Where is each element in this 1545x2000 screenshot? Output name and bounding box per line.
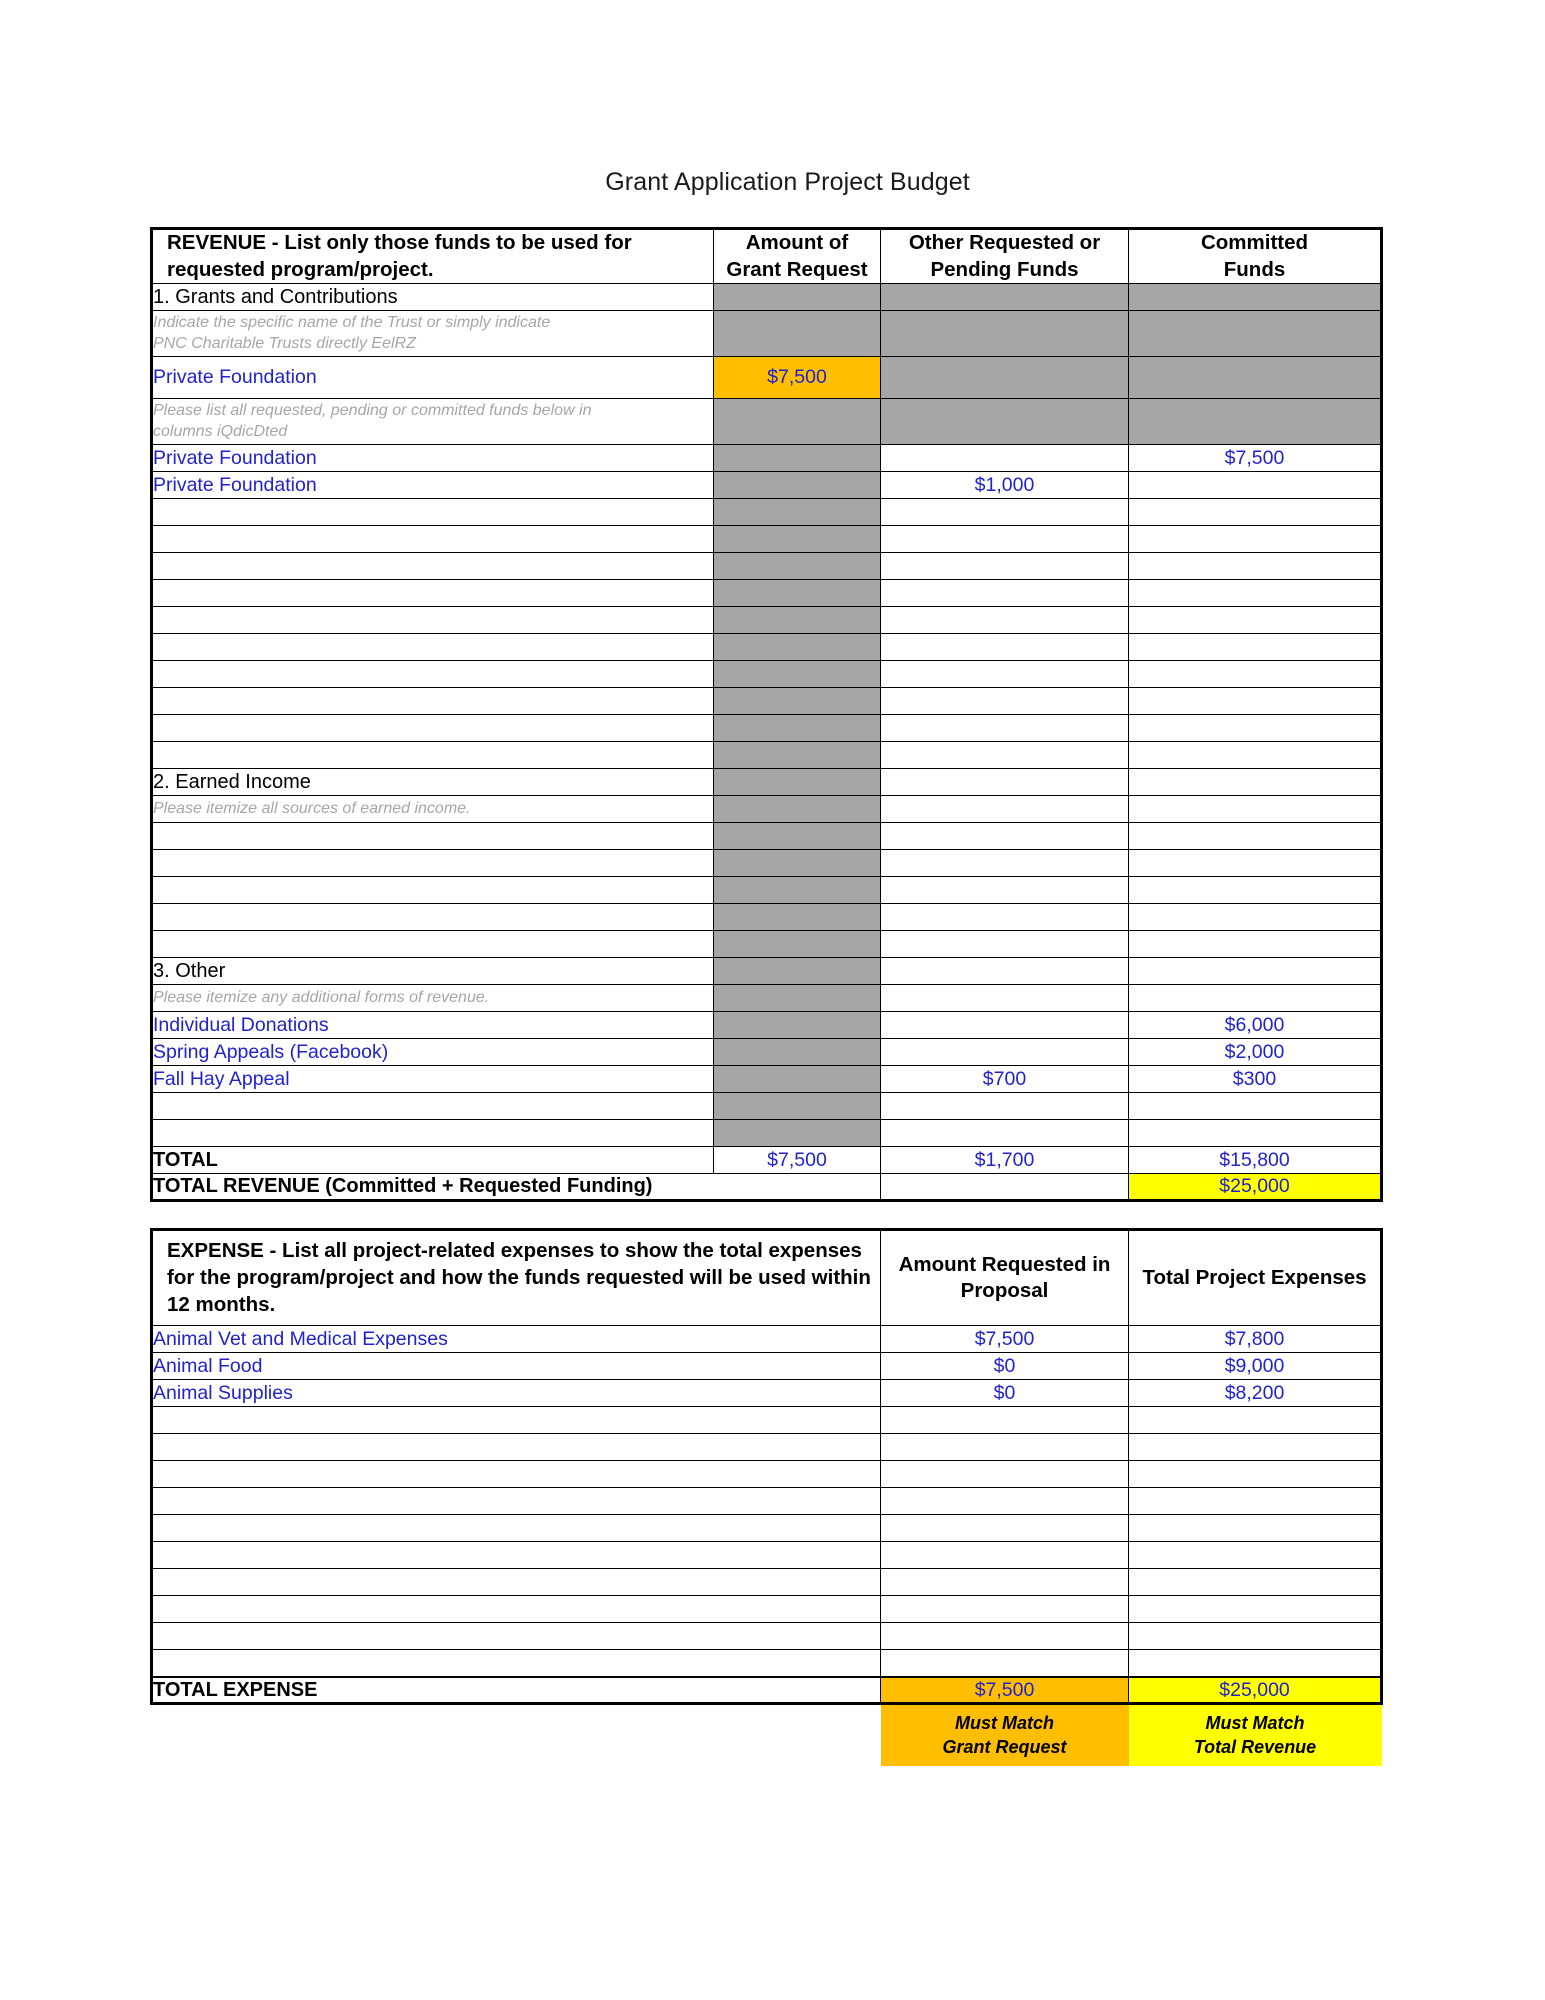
expense-item-name[interactable]	[152, 1650, 881, 1677]
revenue-item-pending[interactable]	[881, 715, 1129, 742]
committed-label-line1: Committed	[1200, 231, 1309, 254]
section-1-label-row	[152, 284, 1382, 311]
revenue-item-amount	[714, 1093, 881, 1120]
expense-item-requested[interactable]	[881, 1596, 1129, 1623]
expense-item-total[interactable]: $7,800	[1129, 1326, 1382, 1353]
section-3-instruction-committed	[1129, 985, 1382, 1012]
revenue-item-name[interactable]	[152, 904, 714, 931]
revenue-item-pending	[881, 357, 1129, 399]
revenue-item-amount	[714, 1039, 881, 1066]
expense-item-total[interactable]	[1129, 1488, 1382, 1515]
revenue-total-row	[152, 1147, 1382, 1174]
revenue-item-committed[interactable]	[1129, 553, 1382, 580]
section-1-label: 1. Grants and Contributions	[152, 284, 714, 311]
pending-label-line1: Other Requested or	[908, 231, 1101, 254]
instruction-line-1: Indicate the specific name of the Trust or simply indicate	[153, 314, 551, 332]
table-row[interactable]	[152, 1623, 1382, 1650]
section-2-amount-cell	[714, 769, 881, 796]
expense-item-requested[interactable]	[881, 1434, 1129, 1461]
section-3-amount-cell	[714, 958, 881, 985]
expense-item-total[interactable]	[1129, 1515, 1382, 1542]
pending-label-line2: Pending Funds	[930, 257, 1079, 281]
footnote-requested	[881, 1704, 1129, 1766]
expense-item-requested[interactable]	[881, 1407, 1129, 1434]
revenue-total-pending: $1,700	[881, 1147, 1129, 1174]
revenue-item-amount	[714, 1120, 881, 1147]
revenue-item-name[interactable]: Spring Appeals (Facebook)	[152, 1039, 714, 1066]
revenue-total-amount: $7,500	[714, 1147, 881, 1174]
revenue-item-name[interactable]	[152, 634, 714, 661]
revenue-item-pending[interactable]: $1,000	[881, 472, 1129, 499]
expense-item-total[interactable]: $9,000	[1129, 1353, 1382, 1380]
revenue-header-committed-funds	[1129, 229, 1382, 284]
revenue-item-pending[interactable]	[881, 877, 1129, 904]
section-3-pending-cell	[881, 958, 1129, 985]
revenue-item-pending[interactable]	[881, 931, 1129, 958]
revenue-item-pending[interactable]	[881, 499, 1129, 526]
table-row[interactable]	[152, 607, 1382, 634]
expense-item-total[interactable]	[1129, 1407, 1382, 1434]
table-row[interactable]	[152, 499, 1382, 526]
instruction2-line-1: Please list all requested, pending or committed funds below in	[153, 402, 592, 420]
table-row[interactable]	[152, 1407, 1382, 1434]
revenue-item-committed[interactable]	[1129, 931, 1382, 958]
instruction-pending-cell	[881, 311, 1129, 357]
revenue-table-wrapper	[150, 227, 1395, 1766]
revenue-item-name[interactable]	[152, 499, 714, 526]
expense-item-requested[interactable]	[881, 1650, 1129, 1677]
expense-item-requested[interactable]	[881, 1461, 1129, 1488]
instruction-committed-cell	[1129, 311, 1382, 357]
table-row[interactable]	[152, 1515, 1382, 1542]
table-row[interactable]	[152, 904, 1382, 931]
table-row[interactable]	[152, 1461, 1382, 1488]
table-row[interactable]	[152, 1039, 1382, 1066]
section-1-instruction	[152, 311, 714, 357]
revenue-item-amount	[714, 472, 881, 499]
revenue-item-amount	[714, 445, 881, 472]
table-row[interactable]	[152, 715, 1382, 742]
expense-item-name[interactable]: Animal Food	[152, 1353, 881, 1380]
expense-item-name[interactable]: Animal Supplies	[152, 1380, 881, 1407]
table-row[interactable]	[152, 472, 1382, 499]
expense-item-requested[interactable]: $0	[881, 1380, 1129, 1407]
expense-item-name[interactable]	[152, 1515, 881, 1542]
revenue-item-name[interactable]	[152, 526, 714, 553]
revenue-item-pending[interactable]	[881, 661, 1129, 688]
revenue-item-amount	[714, 1012, 881, 1039]
footnote-requested-line1: Must Match	[955, 1713, 1055, 1734]
section-1-pending-cell	[881, 284, 1129, 311]
table-row[interactable]	[152, 688, 1382, 715]
revenue-item-name[interactable]	[152, 661, 714, 688]
revenue-item-name[interactable]	[152, 823, 714, 850]
revenue-item-committed[interactable]	[1129, 715, 1382, 742]
revenue-item-pending[interactable]	[881, 580, 1129, 607]
revenue-item-committed[interactable]	[1129, 634, 1382, 661]
revenue-item-amount	[714, 823, 881, 850]
section-1-instruction-row	[152, 311, 1382, 357]
revenue-item-amount	[714, 904, 881, 931]
revenue-item-pending[interactable]	[881, 904, 1129, 931]
revenue-total-committed: $15,800	[1129, 1147, 1382, 1174]
section-2-label: 2. Earned Income	[152, 769, 714, 796]
expense-item-name[interactable]	[152, 1596, 881, 1623]
revenue-item-committed[interactable]	[1129, 850, 1382, 877]
table-row[interactable]	[152, 823, 1382, 850]
revenue-item-committed[interactable]: $2,000	[1129, 1039, 1382, 1066]
revenue-item-committed[interactable]	[1129, 580, 1382, 607]
footnote-total-line1: Must Match	[1205, 1713, 1305, 1734]
revenue-item-pending[interactable]	[881, 607, 1129, 634]
revenue-item-name[interactable]: Private Foundation	[152, 357, 714, 399]
revenue-item-committed[interactable]	[1129, 499, 1382, 526]
revenue-item-name[interactable]	[152, 553, 714, 580]
expense-footnote-row	[152, 1704, 1382, 1766]
instruction2-pending-cell	[881, 399, 1129, 445]
expense-item-requested[interactable]: $0	[881, 1353, 1129, 1380]
revenue-item-committed[interactable]	[1129, 1093, 1382, 1120]
expense-item-total[interactable]: $8,200	[1129, 1380, 1382, 1407]
revenue-item-amount	[714, 877, 881, 904]
table-row[interactable]	[152, 1434, 1382, 1461]
footnote-spacer	[152, 1704, 881, 1766]
revenue-item-amount	[714, 742, 881, 769]
expense-header-description: EXPENSE - List all project-related expenses to show the total expenses for the program/project and how the funds requested will be used within 12 months.	[152, 1230, 881, 1326]
instruction2-line-2: columns iQdicDted	[153, 422, 288, 440]
expense-item-total[interactable]	[1129, 1596, 1382, 1623]
expense-total-amount: $25,000	[1129, 1677, 1382, 1704]
table-row[interactable]	[152, 553, 1382, 580]
table-row[interactable]	[152, 877, 1382, 904]
revenue-item-amount	[714, 850, 881, 877]
expense-item-total[interactable]	[1129, 1650, 1382, 1677]
revenue-item-name[interactable]: Individual Donations	[152, 1012, 714, 1039]
revenue-item-name[interactable]	[152, 931, 714, 958]
section-3-instruction-pending	[881, 985, 1129, 1012]
expense-item-name[interactable]	[152, 1623, 881, 1650]
expense-item-requested[interactable]	[881, 1515, 1129, 1542]
total-revenue-label: TOTAL REVENUE (Committed + Requested Funding)	[152, 1174, 881, 1201]
table-row[interactable]	[152, 1012, 1382, 1039]
revenue-item-name[interactable]: Private Foundation	[152, 472, 714, 499]
expense-item-name[interactable]	[152, 1488, 881, 1515]
revenue-item-pending[interactable]	[881, 823, 1129, 850]
revenue-item-committed[interactable]	[1129, 607, 1382, 634]
revenue-item-committed[interactable]	[1129, 742, 1382, 769]
revenue-item-pending[interactable]	[881, 634, 1129, 661]
expense-item-requested[interactable]: $7,500	[881, 1326, 1129, 1353]
revenue-item-amount	[714, 1066, 881, 1093]
table-row[interactable]	[152, 1093, 1382, 1120]
expense-item-total[interactable]	[1129, 1569, 1382, 1596]
expense-item-total[interactable]	[1129, 1623, 1382, 1650]
section-3-instruction-row	[152, 985, 1382, 1012]
revenue-item-committed[interactable]: $7,500	[1129, 445, 1382, 472]
expense-total-row	[152, 1677, 1382, 1704]
revenue-item-amount	[714, 580, 881, 607]
section-2-instruction-amount	[714, 796, 881, 823]
expense-header-row	[152, 1230, 1382, 1326]
revenue-header-pending-funds	[881, 229, 1129, 284]
section-2-instruction: Please itemize all sources of earned income.	[152, 796, 714, 823]
expense-item-name[interactable]	[152, 1569, 881, 1596]
revenue-item-pending[interactable]: $700	[881, 1066, 1129, 1093]
section-2-committed-cell	[1129, 769, 1382, 796]
expense-table	[150, 1228, 1383, 1766]
revenue-item-amount	[714, 553, 881, 580]
revenue-item-amount	[714, 526, 881, 553]
revenue-item-name[interactable]	[152, 715, 714, 742]
revenue-item-amount	[714, 634, 881, 661]
expense-item-name[interactable]: Animal Vet and Medical Expenses	[152, 1326, 881, 1353]
expense-item-requested[interactable]	[881, 1488, 1129, 1515]
total-revenue-committed: $25,000	[1129, 1174, 1382, 1201]
total-revenue-pending	[881, 1174, 1129, 1201]
revenue-item-pending[interactable]	[881, 688, 1129, 715]
expense-item-name[interactable]	[152, 1407, 881, 1434]
section-3-label: 3. Other	[152, 958, 714, 985]
expense-total-label: TOTAL EXPENSE	[152, 1677, 881, 1704]
table-row[interactable]	[152, 1650, 1382, 1677]
revenue-item-pending[interactable]	[881, 553, 1129, 580]
footnote-total	[1129, 1704, 1382, 1766]
committed-label-line2: Funds	[1223, 257, 1286, 281]
revenue-item-amount	[714, 931, 881, 958]
section-2-instruction-committed	[1129, 796, 1382, 823]
revenue-item-amount	[714, 715, 881, 742]
table-row[interactable]	[152, 634, 1382, 661]
table-row[interactable]	[152, 526, 1382, 553]
section-3-committed-cell	[1129, 958, 1382, 985]
revenue-item-committed[interactable]	[1129, 661, 1382, 688]
expense-total-requested: $7,500	[881, 1677, 1129, 1704]
page-title: Grant Application Project Budget	[605, 168, 970, 196]
expense-item-requested[interactable]	[881, 1542, 1129, 1569]
expense-header-amount-requested	[881, 1230, 1129, 1326]
revenue-item-committed[interactable]	[1129, 877, 1382, 904]
revenue-item-committed[interactable]: $6,000	[1129, 1012, 1382, 1039]
grant-request-label-line1: Amount of	[745, 231, 849, 254]
amount-requested-line2: Proposal	[960, 1279, 1049, 1303]
section-1-committed-cell	[1129, 284, 1382, 311]
instruction-line-2: PNC Charitable Trusts directly EelRZ	[153, 334, 416, 352]
revenue-item-committed	[1129, 357, 1382, 399]
revenue-item-committed[interactable]	[1129, 1120, 1382, 1147]
revenue-item-amount	[714, 661, 881, 688]
expense-item-name[interactable]	[152, 1461, 881, 1488]
instruction2-committed-cell	[1129, 399, 1382, 445]
revenue-header-grant-request	[714, 229, 881, 284]
section-2-instruction-pending	[881, 796, 1129, 823]
section-3-instruction: Please itemize any additional forms of revenue.	[152, 985, 714, 1012]
total-revenue-row	[152, 1174, 1382, 1201]
section-3-label-row	[152, 958, 1382, 985]
table-row[interactable]	[152, 357, 1382, 399]
expense-item-total[interactable]	[1129, 1542, 1382, 1569]
section-3-instruction-amount	[714, 985, 881, 1012]
revenue-item-amount	[714, 688, 881, 715]
expense-item-total[interactable]	[1129, 1434, 1382, 1461]
revenue-item-pending[interactable]	[881, 526, 1129, 553]
instruction2-amount-cell	[714, 399, 881, 445]
revenue-item-name[interactable]	[152, 607, 714, 634]
table-row[interactable]	[152, 445, 1382, 472]
table-row[interactable]	[152, 742, 1382, 769]
revenue-item-pending[interactable]	[881, 850, 1129, 877]
expense-item-requested[interactable]	[881, 1569, 1129, 1596]
revenue-item-name[interactable]	[152, 742, 714, 769]
section-2-pending-cell	[881, 769, 1129, 796]
revenue-item-pending[interactable]	[881, 1012, 1129, 1039]
expense-header-total-project: Total Project Expenses	[1129, 1230, 1382, 1326]
revenue-item-name[interactable]	[152, 1093, 714, 1120]
expense-item-requested[interactable]	[881, 1623, 1129, 1650]
grant-request-label-line2: Grant Request	[726, 257, 868, 281]
revenue-table	[150, 227, 1383, 1202]
table-row[interactable]	[152, 1596, 1382, 1623]
revenue-item-committed[interactable]	[1129, 904, 1382, 931]
table-row[interactable]	[152, 1353, 1382, 1380]
revenue-total-label: TOTAL	[152, 1147, 714, 1174]
amount-requested-line1: Amount Requested in	[898, 1252, 1111, 1276]
footnote-requested-line2: Grant Request	[942, 1736, 1067, 1757]
section-2-label-row	[152, 769, 1382, 796]
section-1-instruction2	[152, 399, 714, 445]
revenue-item-name[interactable]	[152, 1120, 714, 1147]
revenue-header-row	[152, 229, 1382, 284]
table-row[interactable]	[152, 1380, 1382, 1407]
table-row[interactable]	[152, 931, 1382, 958]
instruction-amount-cell	[714, 311, 881, 357]
table-row[interactable]	[152, 1488, 1382, 1515]
revenue-item-name[interactable]	[152, 580, 714, 607]
expense-item-total[interactable]	[1129, 1461, 1382, 1488]
revenue-item-committed[interactable]	[1129, 472, 1382, 499]
revenue-item-pending[interactable]	[881, 445, 1129, 472]
section-1-amount-cell	[714, 284, 881, 311]
revenue-item-name[interactable]: Private Foundation	[152, 445, 714, 472]
revenue-item-name[interactable]	[152, 688, 714, 715]
revenue-item-committed[interactable]: $300	[1129, 1066, 1382, 1093]
section-1-instruction2-row	[152, 399, 1382, 445]
table-row[interactable]	[152, 661, 1382, 688]
revenue-item-committed[interactable]	[1129, 823, 1382, 850]
revenue-item-committed[interactable]	[1129, 688, 1382, 715]
revenue-item-amount	[714, 607, 881, 634]
table-row[interactable]	[152, 580, 1382, 607]
revenue-item-name[interactable]: Fall Hay Appeal	[152, 1066, 714, 1093]
table-row[interactable]	[152, 850, 1382, 877]
revenue-item-amount	[714, 499, 881, 526]
revenue-item-pending[interactable]	[881, 1039, 1129, 1066]
table-row[interactable]	[152, 1569, 1382, 1596]
expense-item-name[interactable]	[152, 1434, 881, 1461]
table-row[interactable]	[152, 1542, 1382, 1569]
revenue-item-amount[interactable]: $7,500	[714, 357, 881, 399]
revenue-item-committed[interactable]	[1129, 526, 1382, 553]
revenue-item-pending[interactable]	[881, 1120, 1129, 1147]
expense-item-name[interactable]	[152, 1542, 881, 1569]
table-row[interactable]	[152, 1066, 1382, 1093]
revenue-item-name[interactable]	[152, 877, 714, 904]
section-2-instruction-row	[152, 796, 1382, 823]
revenue-item-pending[interactable]	[881, 1093, 1129, 1120]
revenue-item-pending[interactable]	[881, 742, 1129, 769]
revenue-item-name[interactable]	[152, 850, 714, 877]
table-row[interactable]	[152, 1326, 1382, 1353]
table-row[interactable]	[152, 1120, 1382, 1147]
revenue-header-description: REVENUE - List only those funds to be used for requested program/project.	[152, 229, 714, 284]
footnote-total-line2: Total Revenue	[1193, 1736, 1317, 1757]
